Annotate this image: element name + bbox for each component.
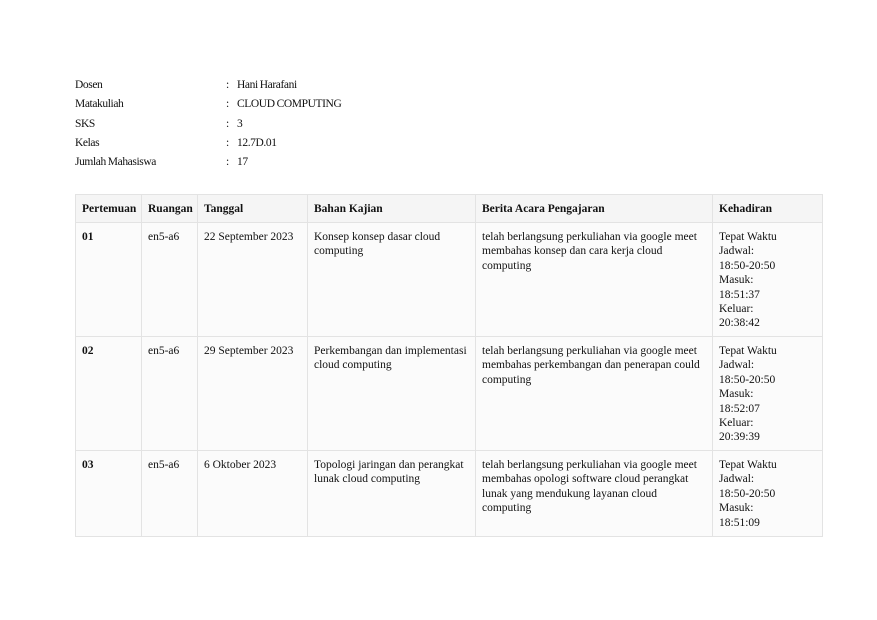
info-row-sks — [75, 115, 341, 134]
cell-tanggal: 6 Oktober 2023 — [198, 451, 308, 537]
cell-berita-acara: telah berlangsung perkuliahan via google meet membahas opologi software cloud perangkat lunak yang mendukung layanan cloud computing — [476, 451, 713, 537]
kehadiran-jadwal-label: Jadwal: — [719, 359, 755, 372]
attendance-table — [75, 194, 823, 537]
cell-ruangan: en5-a6 — [142, 223, 198, 337]
kehadiran-masuk-label: Masuk: — [719, 502, 754, 515]
kehadiran-jadwal-label: Jadwal: — [719, 473, 755, 486]
info-separator: : — [226, 98, 229, 111]
info-row-matakuliah — [75, 95, 341, 114]
info-row-dosen — [75, 76, 341, 95]
kehadiran-status: Tepat Waktu — [719, 459, 777, 471]
info-label: Kelas — [75, 136, 100, 149]
kehadiran-masuk-label: Masuk: — [719, 274, 754, 287]
info-label: Jumlah Mahasiswa — [75, 156, 156, 169]
info-value: 12.7D.01 — [237, 136, 277, 149]
cell-pertemuan: 03 — [76, 451, 142, 537]
info-separator: : — [226, 79, 229, 91]
cell-ruangan: en5-a6 — [142, 451, 198, 537]
cell-bahan-kajian: Topologi jaringan dan perangkat lunak cloud computing — [308, 451, 476, 537]
info-row-jumlah-mahasiswa — [75, 153, 341, 172]
info-separator: : — [226, 156, 229, 169]
table-header-row — [76, 195, 823, 223]
cell-bahan-kajian: Perkembangan dan implementasi cloud computing — [308, 337, 476, 451]
kehadiran-jadwal: 18:50-20:50 — [719, 487, 776, 500]
cell-berita-acara: telah berlangsung perkuliahan via google meet membahas konsep dan cara kerja cloud computing — [476, 223, 713, 337]
header-bahan-kajian: Bahan Kajian — [308, 195, 476, 223]
kehadiran-status: Tepat Waktu — [719, 231, 777, 243]
info-label: Matakuliah — [75, 98, 124, 111]
header-pertemuan: Pertemuan — [76, 195, 142, 223]
cell-pertemuan: 02 — [76, 337, 142, 451]
cell-kehadiran — [713, 223, 823, 337]
info-value: CLOUD COMPUTING — [237, 98, 342, 111]
kehadiran-keluar: 20:38:42 — [719, 317, 760, 330]
table-row — [76, 223, 823, 337]
kehadiran-masuk: 18:52:07 — [719, 402, 760, 415]
info-separator: : — [226, 136, 229, 149]
info-value: Hani Harafani — [237, 79, 297, 91]
kehadiran-keluar-label: Keluar: — [719, 417, 754, 430]
header-ruangan: Ruangan — [142, 195, 198, 223]
cell-tanggal: 29 September 2023 — [198, 337, 308, 451]
kehadiran-masuk: 18:51:09 — [719, 516, 760, 529]
cell-pertemuan: 01 — [76, 223, 142, 337]
kehadiran-keluar-label: Keluar: — [719, 303, 754, 316]
cell-ruangan: en5-a6 — [142, 337, 198, 451]
header-kehadiran: Kehadiran — [713, 195, 823, 223]
kehadiran-status: Tepat Waktu — [719, 345, 777, 357]
kehadiran-jadwal: 18:50-20:50 — [719, 259, 776, 272]
info-value: 3 — [237, 117, 243, 130]
info-row-kelas — [75, 134, 341, 153]
course-info — [75, 76, 341, 172]
info-label: Dosen — [75, 79, 103, 91]
cell-bahan-kajian: Konsep konsep dasar cloud computing — [308, 223, 476, 337]
info-label: SKS — [75, 117, 95, 130]
kehadiran-masuk: 18:51:37 — [719, 288, 760, 301]
table-row — [76, 451, 823, 537]
header-berita-acara: Berita Acara Pengajaran — [476, 195, 713, 223]
cell-tanggal: 22 September 2023 — [198, 223, 308, 337]
kehadiran-keluar: 20:39:39 — [719, 431, 760, 444]
cell-berita-acara: telah berlangsung perkuliahan via google meet membahas perkembangan dan penerapan could computing — [476, 337, 713, 451]
kehadiran-jadwal-label: Jadwal: — [719, 245, 755, 258]
cell-kehadiran — [713, 451, 823, 537]
kehadiran-masuk-label: Masuk: — [719, 388, 754, 401]
kehadiran-jadwal: 18:50-20:50 — [719, 373, 776, 386]
header-tanggal: Tanggal — [198, 195, 308, 223]
info-separator: : — [226, 117, 229, 130]
table-row — [76, 337, 823, 451]
cell-kehadiran — [713, 337, 823, 451]
info-value: 17 — [237, 156, 248, 169]
